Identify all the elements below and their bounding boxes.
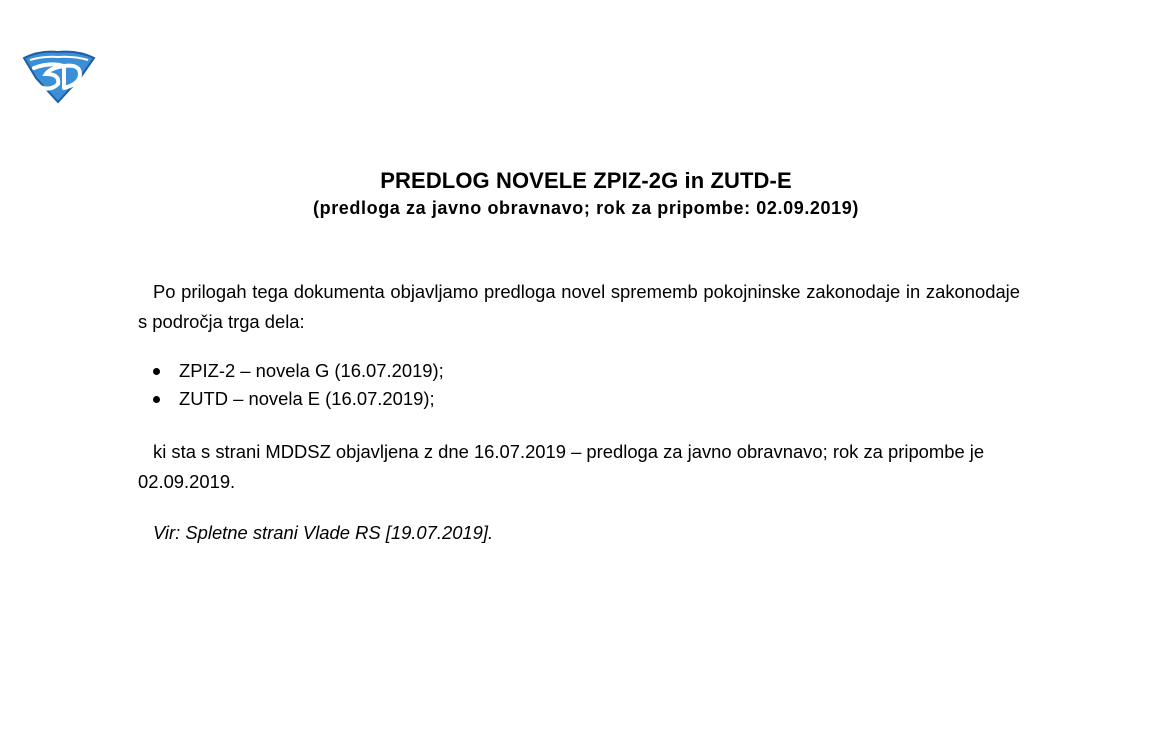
sd-logo-shield-icon (20, 48, 96, 104)
document-title: PREDLOG NOVELE ZPIZ-2G in ZUTD-E (380, 168, 792, 193)
company-logo (20, 48, 96, 104)
list-item-text: ZPIZ-2 – novela G (16.07.2019); (179, 360, 444, 381)
law-list (152, 357, 444, 413)
list-item-text: ZUTD – novela E (16.07.2019); (179, 388, 435, 409)
bullet-icon (153, 396, 160, 403)
source-note: Vir: Spletne strani Vlade RS [19.07.2019]. (153, 522, 494, 543)
list-item (152, 385, 444, 413)
intro-paragraph: Po prilogah tega dokumenta objavljamo predloga novel sprememb pokojninske zakonodaje in zakonodaje s področja trga dela: (138, 281, 1020, 332)
bullet-icon (153, 368, 160, 375)
list-item (152, 357, 444, 385)
closing-paragraph: ki sta s strani MDDSZ objavljena z dne 16.07.2019 – predloga za javno obravnavo; rok za pripombe je 02.09.2019. (138, 441, 985, 492)
document-subtitle: (predloga za javno obravnavo; rok za pripombe: 02.09.2019) (313, 198, 859, 218)
